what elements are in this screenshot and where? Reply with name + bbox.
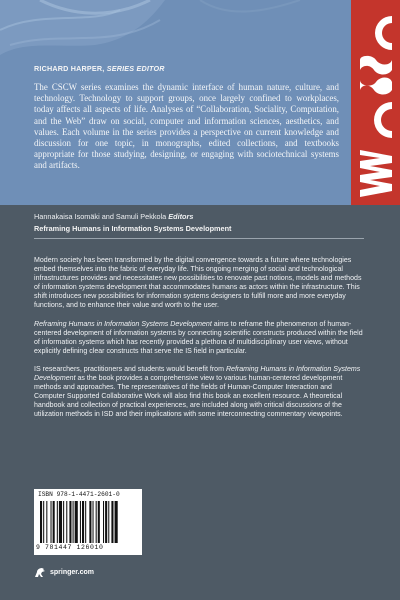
italic-book-title: Reframing Humans in Information Systems Development — [34, 320, 212, 328]
series-editor-line — [34, 64, 165, 73]
barcode-digits: 9 781447 126010 — [36, 544, 104, 551]
book-editors: Hannakaisa Isomäki and Samuli Pekkola — [34, 212, 167, 221]
series-editor-role: SERIES EDITOR — [106, 64, 165, 73]
paragraph-2-text: aims to reframe the phenomenon of human-centered development of information systems by connecting scientific constructs produced within the field of information systems which has recently provided a plethora of multidisciplinary user views, without explicitly defining clear constructs that serve the IS field in particular. — [34, 320, 363, 355]
series-panel — [0, 0, 400, 205]
paragraph-3-text-b: as the book provides a comprehensive view to various human-centered development methods and approaches. The representatives of the fields of Human-Computer Interaction and Computer Supported Collaborative Work will also find this book an excellent resource. A theoretical handbook and collection of practical experiences, are included along with critical discussions of the utilization methods in ISD and their implications with some interconnecting commentary viewpoints. — [34, 375, 343, 419]
book-title: Reframing Humans in Information Systems Development — [34, 224, 232, 233]
isbn-barcode — [34, 489, 142, 555]
series-editor-name: RICHARD HARPER, — [34, 64, 105, 73]
paragraph-3-text-a: IS researchers, practitioners and students would benefit from — [34, 365, 226, 373]
publisher-url: springer.com — [50, 569, 94, 576]
publisher-block — [34, 567, 94, 578]
series-description: The CSCW series examines the dynamic interface of human nature, culture, and technology. Technology to support groups, once largely confined to workplaces, today affects all aspects of life. Analyses of “Collaboration, Sociality, Computation, and the Web” draw on social, computer and information sciences, aesthetics, and values. Each volume in the series provides a perspective on current knowledge and discussion for one topic, in monographs, edited collections, and textbooks appropriate for those studying, designing, or engaging with sociotechnical systems and artifacts. — [34, 82, 339, 171]
italic-book-title: Reframing Humans in Information Systems Development — [34, 365, 361, 383]
book-editors-line — [34, 212, 193, 221]
book-description — [34, 256, 364, 429]
divider — [34, 238, 364, 239]
description-paragraph-2 — [34, 320, 364, 356]
description-paragraph-3 — [34, 365, 364, 420]
description-paragraph-1: Modern society has been transformed by the digital convergence towards a future where technologies embed themselves into the fabric of everyday life. This ongoing merging of social and technological infrastructures provides and necessitates new possibilities to renovate past notions, models and methods of information systems development that accommodates humans as actors within the infrastructure. This shift introduces new possibilities for information systems designers to fulfill more and more everyday functions, and to enhance their value and worth to the user. — [34, 257, 362, 310]
barcode-bars — [40, 501, 136, 543]
isbn-label: ISBN 978-1-4471-2601-0 — [38, 491, 120, 498]
cscw-logo — [352, 10, 400, 200]
springer-horse-icon — [34, 567, 46, 578]
book-editors-role: Editors — [168, 212, 194, 221]
